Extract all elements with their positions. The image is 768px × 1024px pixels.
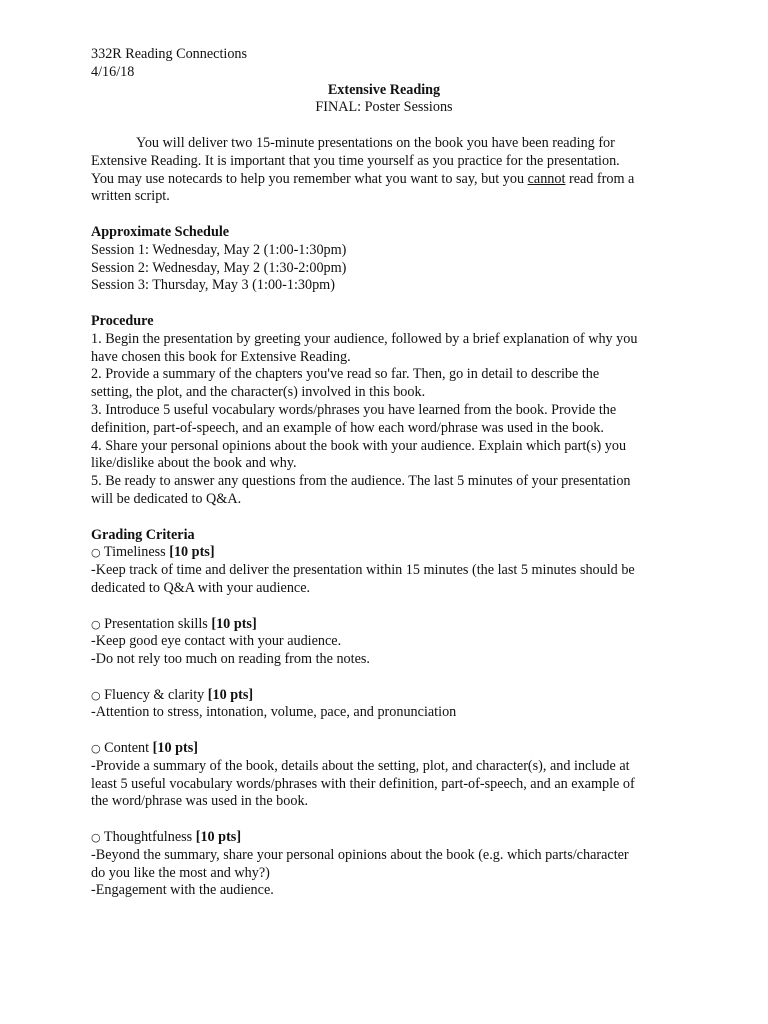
circle-bullet-icon: ○ <box>91 688 101 702</box>
criterion-detail: the word/phrase was used in the book. <box>91 793 309 810</box>
procedure-line: 4. Share your personal opinions about the book with your audience. Explain which part(s) you <box>91 437 627 454</box>
intro-paragraph <box>91 135 691 206</box>
procedure-line: 3. Introduce 5 useful vocabulary words/phrases you have learned from the book. Provide the <box>91 401 617 418</box>
intro-text: You will deliver two 15-minute presentations on the book you have been reading for <box>136 134 615 151</box>
spacer <box>91 206 691 224</box>
criterion-name: Thoughtfulness <box>100 829 196 846</box>
spacer <box>91 295 691 313</box>
schedule-item: Session 3: Thursday, May 3 (1:00-1:30pm) <box>91 277 335 294</box>
spacer <box>91 722 691 740</box>
procedure-line: 2. Provide a summary of the chapters you've read so far. Then, go in detail to describe the <box>91 366 600 383</box>
criterion-points: [10 pts] <box>195 829 242 846</box>
schedule-item: Session 2: Wednesday, May 2 (1:30-2:00pm) <box>91 259 347 276</box>
spacer <box>91 669 691 687</box>
underlined-word: cannot <box>527 170 566 187</box>
spacer <box>91 811 691 829</box>
criterion-detail: -Provide a summary of the book, details about the setting, plot, and character(s), and include at <box>91 757 630 774</box>
criterion-points: [10 pts] <box>211 615 257 632</box>
course-title: 332R Reading Connections <box>91 46 248 62</box>
intro-line <box>91 171 691 189</box>
criterion-detail: -Do not rely too much on reading from the notes. <box>91 651 370 668</box>
criterion-detail: -Attention to stress, intonation, volume, pace, and pronunciation <box>91 704 457 721</box>
procedure-line: 5. Be ready to answer any questions from the audience. The last 5 minutes of your presentation <box>91 473 631 490</box>
spacer <box>91 117 691 135</box>
document-date: 4/16/18 <box>91 63 135 80</box>
procedure-line: have chosen this book for Extensive Reading. <box>91 348 351 365</box>
criterion-points: [10 pts] <box>169 544 215 561</box>
grading-heading: Grading Criteria <box>91 526 195 543</box>
criterion-title <box>91 544 691 562</box>
procedure-line: 1. Begin the presentation by greeting your audience, followed by a brief explanation of why you <box>91 330 638 347</box>
criterion-detail: do you like the most and why?) <box>91 864 270 881</box>
criterion-name: Content <box>100 740 153 757</box>
intro-text: read from a <box>565 170 635 187</box>
page-subtitle: FINAL: Poster Sessions <box>315 99 453 116</box>
circle-bullet-icon: ○ <box>91 742 101 756</box>
procedure-line: will be dedicated to Q&A. <box>91 490 242 507</box>
criterion-title <box>91 829 691 847</box>
criterion-points: [10 pts] <box>152 740 198 757</box>
criterion-name: Timeliness <box>100 544 170 561</box>
document-page <box>91 46 691 900</box>
circle-bullet-icon: ○ <box>91 546 101 560</box>
intro-line <box>91 135 691 153</box>
procedure-line: definition, part-of-speech, and an example of how each word/phrase was used in the book. <box>91 419 604 436</box>
criterion-detail: -Beyond the summary, share your personal opinions about the book (e.g. which parts/character <box>91 846 629 863</box>
circle-bullet-icon: ○ <box>91 831 101 845</box>
intro-text: You may use notecards to help you remember what you want to say, but you <box>91 170 528 187</box>
criterion-title <box>91 687 691 705</box>
criterion-points: [10 pts] <box>207 686 254 703</box>
schedule-heading: Approximate Schedule <box>91 223 230 240</box>
criterion-detail: least 5 useful vocabulary words/phrases with their definition, part-of-speech, and an example of <box>91 775 635 792</box>
page-title: Extensive Reading <box>327 81 441 98</box>
schedule-item: Session 1: Wednesday, May 2 (1:00-1:30pm) <box>91 241 347 258</box>
criterion-title <box>91 616 691 634</box>
circle-bullet-icon: ○ <box>91 617 101 631</box>
criterion-detail: -Keep track of time and deliver the presentation within 15 minutes (the last 5 minutes should be <box>91 562 635 579</box>
schedule-section <box>91 224 691 295</box>
procedure-section <box>91 313 691 509</box>
procedure-heading: Procedure <box>91 312 154 329</box>
spacer <box>91 598 691 616</box>
intro-line: written script. <box>91 188 170 205</box>
intro-line: Extensive Reading. It is important that you time yourself as you practice for the presentation. <box>91 152 620 169</box>
criterion-detail: -Keep good eye contact with your audience. <box>91 633 342 650</box>
procedure-line: like/dislike about the book and why. <box>91 455 297 472</box>
criterion-name: Fluency & clarity <box>100 686 208 703</box>
criterion-title <box>91 740 691 758</box>
criterion-name: Presentation skills <box>100 615 212 632</box>
grading-section <box>91 527 691 901</box>
procedure-line: setting, the plot, and the character(s) involved in this book. <box>91 384 426 401</box>
criterion-detail: dedicated to Q&A with your audience. <box>91 579 311 596</box>
criterion-detail: -Engagement with the audience. <box>91 882 274 899</box>
spacer <box>91 509 691 527</box>
